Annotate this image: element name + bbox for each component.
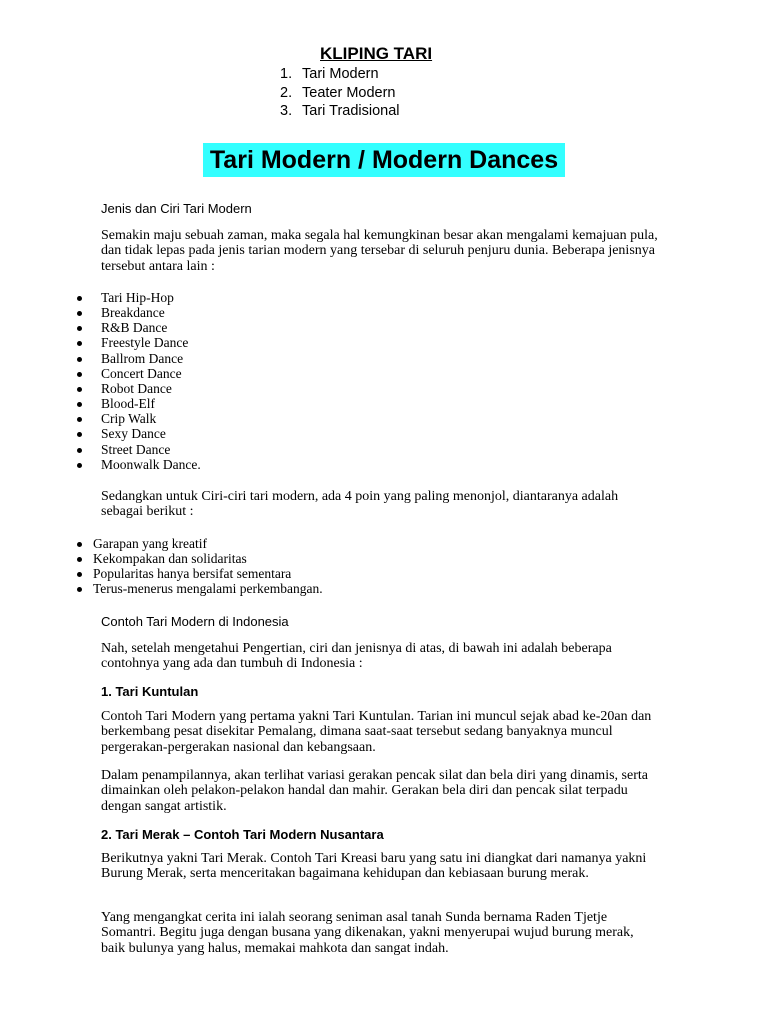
list-item: Breakdance: [101, 305, 201, 320]
list-item: Sexy Dance: [101, 426, 201, 441]
traits-intro-paragraph: Sedangkan untuk Ciri-ciri tari modern, ada 4 poin yang paling menonjol, diantaranya adalah sebagai berikut :: [101, 489, 619, 520]
toc-item-label: Tari Tradisional: [302, 103, 400, 119]
list-item: Concert Dance: [101, 366, 201, 381]
list-item: Kekompakan dan solidaritas: [93, 551, 323, 566]
table-of-contents: [280, 65, 400, 121]
toc-item-number: 2.: [280, 84, 293, 101]
dance-types-list: [101, 290, 201, 472]
list-item: Blood-Elf: [101, 396, 201, 411]
toc-item-label: Teater Modern: [302, 84, 396, 101]
list-item: Robot Dance: [101, 381, 201, 396]
list-item: Popularitas hanya bersifat sementara: [93, 566, 323, 581]
list-item: Tari Hip-Hop: [101, 290, 201, 305]
list-item: Garapan yang kreatif: [93, 536, 323, 551]
list-item: Street Dance: [101, 442, 201, 457]
toc-item: [280, 84, 400, 103]
example-heading-merak: 2. Tari Merak – Contoh Tari Modern Nusantara: [101, 827, 384, 842]
toc-item-number: 1.: [280, 66, 293, 82]
section-banner-heading: Tari Modern / Modern Dances: [203, 143, 565, 177]
section-subheading-examples: Contoh Tari Modern di Indonesia: [101, 614, 289, 629]
toc-item-number: 3.: [280, 103, 293, 119]
toc-item: [280, 102, 400, 121]
list-item: Freestyle Dance: [101, 335, 201, 350]
list-item: Moonwalk Dance.: [101, 456, 201, 472]
list-item: Crip Walk: [101, 411, 201, 426]
dance-traits-list: [93, 536, 323, 597]
list-item: Ballrom Dance: [101, 351, 201, 366]
merak-paragraph-1: Berikutnya yakni Tari Merak. Contoh Tari Kreasi baru yang satu ini diangkat dari namanya yakni Burung Merak, serta menceritakan bagaimana kehidupan dan kebiasaan burung merak.: [101, 851, 647, 882]
list-item: R&B Dance: [101, 320, 201, 335]
kuntulan-paragraph-2: Dalam penampilannya, akan terlihat variasi gerakan pencak silat dan bela diri yang dinamis, serta dimainkan oleh pelakon-pelakon handal dan mahir. Gerakan bela diri dan pencak silat terpadu dengan sangat artistik.: [101, 768, 648, 814]
section-subheading-types: Jenis dan Ciri Tari Modern: [101, 201, 252, 216]
types-intro-paragraph: Semakin maju sebuah zaman, maka segala hal kemungkinan besar akan mengalami kemajuan pula, dan tidak lepas pada jenis tarian modern yang tersebar di seluruh penjuru dunia. Beberapa jenisnya tersebut antara lain :: [101, 228, 658, 274]
toc-item-label: Tari Modern: [302, 66, 379, 82]
document-title: KLIPING TARI: [320, 44, 433, 63]
toc-item: [280, 65, 400, 84]
list-item: Terus-menerus mengalami perkembangan.: [93, 581, 323, 597]
example-heading-kuntulan: 1. Tari Kuntulan: [101, 684, 199, 699]
kuntulan-paragraph-1: Contoh Tari Modern yang pertama yakni Tari Kuntulan. Tarian ini muncul sejak abad ke-20an dan berkembang pesat disekitar Pemalang, dimana saat-saat tersebut sedang banyaknya muncul pergerakan-pergerakan nasional dan kebangsaan.: [101, 709, 652, 755]
examples-intro-paragraph: Nah, setelah mengetahui Pengertian, ciri dan jenisnya di atas, di bawah ini adalah beberapa contohnya yang ada dan tumbuh di Indonesia :: [101, 641, 612, 672]
merak-paragraph-2: Yang mengangkat cerita ini ialah seorang seniman asal tanah Sunda bernama Raden Tjetje Somantri. Begitu juga dengan busana yang dikenakan, yakni menyerupai wujud burung merak, baik bulunya yang halus, memakai mahkota dan sangat indah.: [101, 910, 634, 956]
